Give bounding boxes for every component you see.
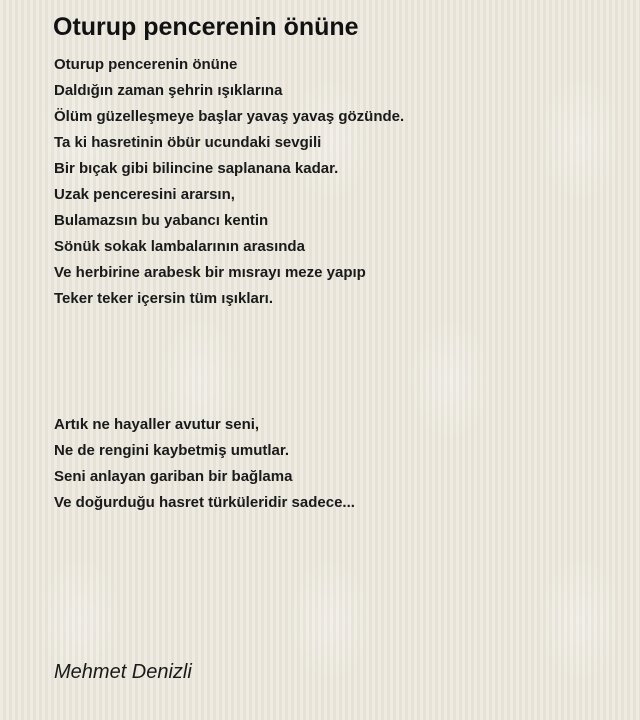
poem-line: Artık ne hayaller avutur seni, <box>54 416 260 433</box>
poem-line: Ölüm güzelleşmeye başlar yavaş yavaş gözünde. <box>54 108 405 125</box>
poem-line: Ve doğurduğu hasret türküleridir sadece... <box>54 494 355 511</box>
poem-line: Bir bıçak gibi bilincine saplanana kadar. <box>54 160 339 177</box>
poem-line: Ne de rengini kaybetmiş umutlar. <box>54 442 290 459</box>
poem-author: Mehmet Denizli <box>54 661 192 683</box>
poem-title: Oturup pencerenin önüne <box>53 13 359 41</box>
poem-line: Sönük sokak lambalarının arasında <box>54 238 305 255</box>
poem-line: Oturup pencerenin önüne <box>54 56 238 73</box>
poem-line: Ve herbirine arabesk bir mısrayı meze yapıp <box>54 264 366 281</box>
poem-stanza-1 <box>54 52 404 312</box>
poem-line: Uzak penceresini ararsın, <box>54 186 235 203</box>
poem-line: Seni anlayan gariban bir bağlama <box>54 468 293 485</box>
poem-line: Ta ki hasretinin öbür ucundaki sevgili <box>54 134 322 151</box>
poem-line: Bulamazsın bu yabancı kentin <box>54 212 269 229</box>
poem-stanza-2 <box>54 412 355 516</box>
poem-line: Daldığın zaman şehrin ışıklarına <box>54 82 283 99</box>
poem-line: Teker teker içersin tüm ışıkları. <box>54 290 274 307</box>
